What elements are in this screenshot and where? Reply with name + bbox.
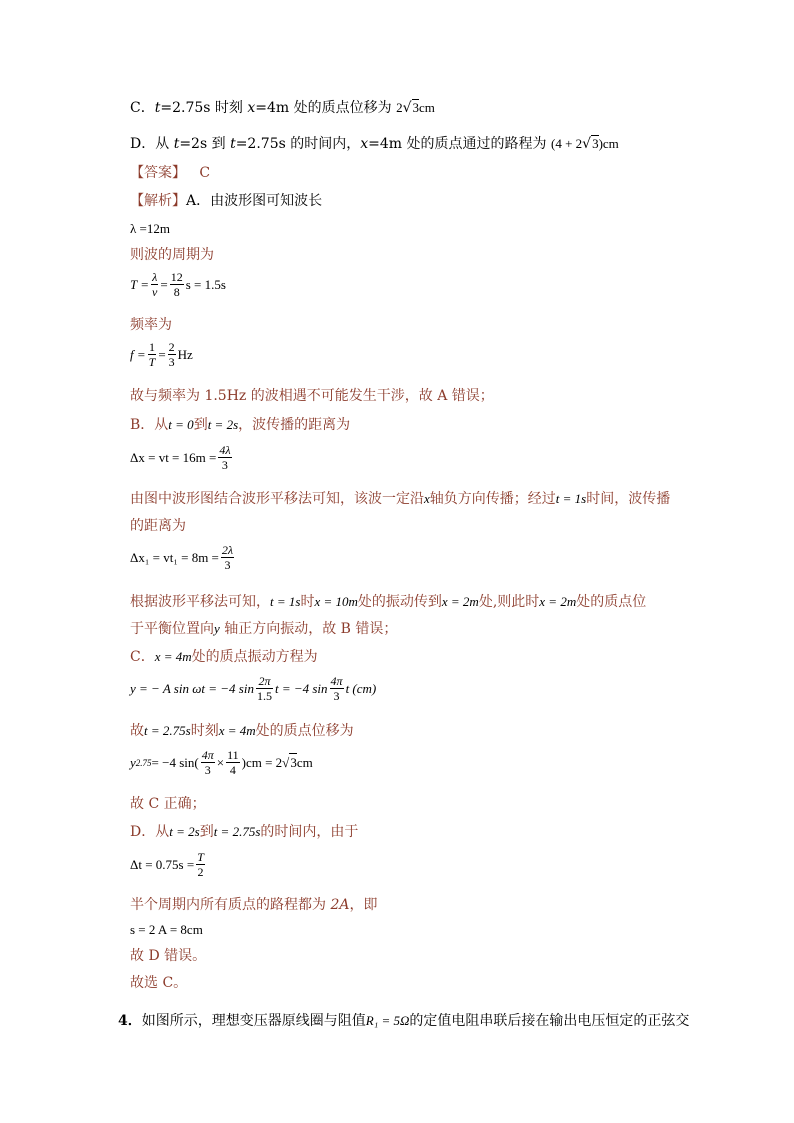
eq-delta-t: Δt = 0.75s = $\frac{T}{2}$ (130, 850, 204, 879)
answer-label: 【答案】 (130, 165, 186, 181)
line-d1: D．从t = 2s到t = 2.75s的时间内，由于 (130, 824, 359, 840)
line-d3: 故 D 错误。 (130, 948, 207, 964)
question-4: 4．如图所示，理想变压器原线圈与阻值R₁ = 5Ω的定值电阻串联后接在输出电压恒定的正弦交 (118, 1013, 690, 1029)
line-b3: 的距离为 (130, 518, 186, 534)
conclusion-a: 故与频率为 1.5Hz 的波相遇不可能发生干涉，故 A 错误； (130, 388, 494, 404)
eq-lambda: λ =12m (130, 221, 170, 236)
final-answer: 故选 C。 (130, 975, 188, 991)
line-b4: 根据波形平移法可知，t = 1s时x = 10m处的振动传到x = 2m处,则此时x = 2m处的质点位 (130, 594, 647, 610)
freq-text: 频率为 (130, 317, 172, 333)
line-c1: C．x = 4m处的质点振动方程为 (130, 649, 318, 665)
line-b: B．从t = 0到t = 2s，波传播的距离为 (130, 417, 351, 433)
answer-value: C (199, 165, 211, 181)
line-c2: 故t = 2.75s时刻x = 4m处的质点位移为 (130, 723, 354, 739)
eq-path: s = 2 A = 8cm (130, 922, 203, 937)
eq-frequency: f = $\frac{1}{T}$ = $\frac{2}{3}$ Hz (130, 340, 193, 369)
eq-displacement: y 2.75 = −4 sin( $\frac{4\pi}{3}$ × $\frac{11}{4}$ )cm = 2 √ 3 cm (130, 748, 313, 777)
line-b5: 于平衡位置向y 轴正方向振动，故 B 错误； (130, 621, 398, 637)
eq-period: T = $\frac{\lambda}{v}$ = $\frac{12}{8}$ s = 1.5s (130, 270, 226, 299)
line-b2: 由图中波形图结合波形平移法可知，该波一定沿x轴负方向传播；经过t = 1s时间，波传播 (130, 491, 671, 507)
line-d2: 半个周期内所有质点的路程都为 2A，即 (130, 897, 378, 913)
question-number: 4． (118, 1013, 142, 1029)
eq-vibration: y = − A sin ωt = −4 sin $\frac{2\pi}{1.5}$ t = −4 sin $\frac{4\pi}{3}$ t (cm) (130, 674, 377, 703)
line-c3: 故 C 正确； (130, 796, 206, 812)
answer-line (130, 164, 210, 182)
period-text: 则波的周期为 (130, 247, 214, 263)
eq-distance-1: Δx₁ = vt₁ = 8m = $\frac{2\lambda}{3}$ (130, 543, 234, 572)
option-d: D．从 t=2s 到 t=2.75s 的时间内，x=4m 处的质点通过的路程为 (4 + 2√3)cm (130, 136, 619, 152)
analysis-line: 【解析】A．由波形图可知波长 (130, 193, 323, 209)
option-c: C．t=2.75s 时刻 x=4m 处的质点位移为 2√3cm (130, 100, 435, 116)
eq-distance: Δx = vt = 16m = $\frac{4\lambda}{3}$ (130, 443, 231, 472)
